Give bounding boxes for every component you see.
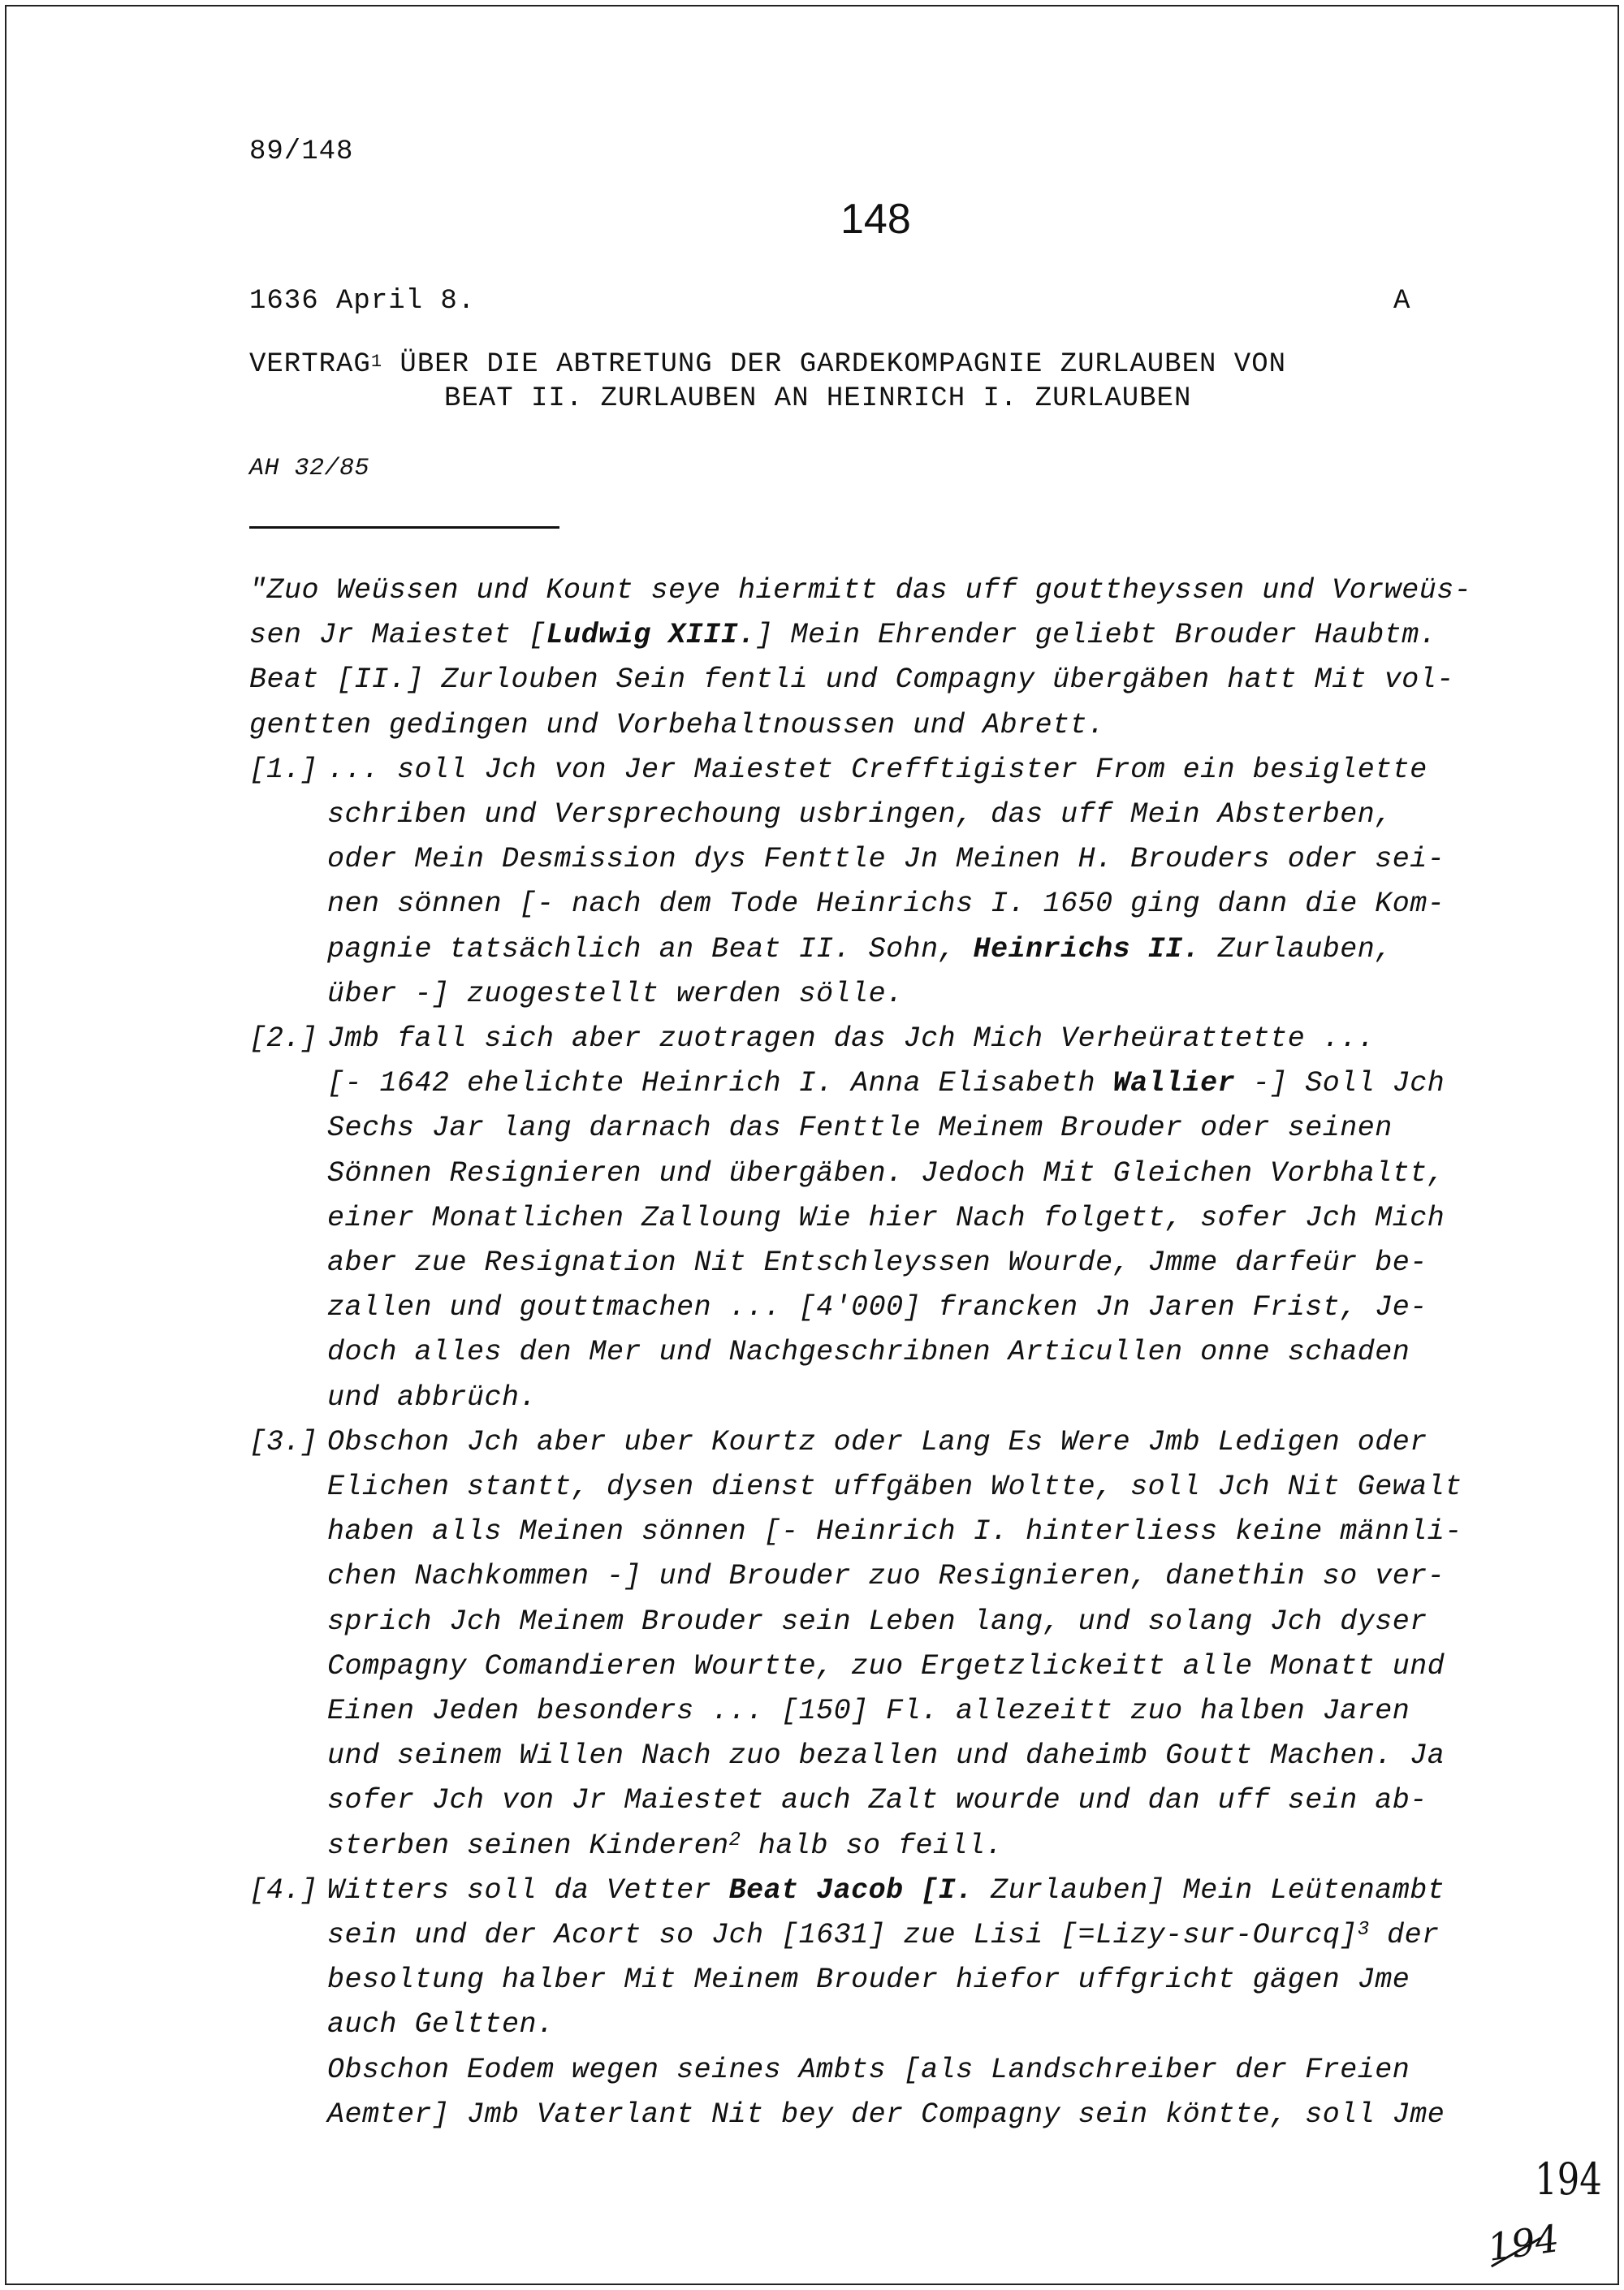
section-line: Jmb fall sich aber zuotragen das Jch Mich Verheürattette ... (327, 1022, 1376, 1055)
document-number: 148 (840, 196, 911, 243)
intro-line: Beat [II.] Zurlouben Sein fentli und Compagny übergäben hatt Mit vol- (249, 663, 1454, 697)
section-line: doch alles den Mer und Nachgeschribnen Articullen onne schaden (327, 1336, 1410, 1369)
section-line: sofer Jch von Jr Maiestet auch Zalt wourde und dan uff sein ab- (327, 1784, 1427, 1817)
section-line: Aemter] Jmb Vaterlant Nit bey der Compagny sein köntte, soll Jme (327, 2098, 1445, 2131)
line-segment: sterben seinen Kinderen (327, 1829, 729, 1862)
section-line: aber zue Resignation Nit Entschleyssen Wourde, Jmme darfeür be- (327, 1247, 1427, 1279)
section-marker: [2.] (249, 1022, 318, 1055)
handwritten-page-number: 194 (1535, 2154, 1602, 2205)
line-segment: der (1369, 1919, 1440, 1951)
section-line: nen sönnen [- nach dem Tode Heinrichs I. 1650 ging dann die Kom- (327, 888, 1445, 921)
section-line: einer Monatlichen Zalloung Wie hier Nach folgett, sofer Jch Mich (327, 1201, 1445, 1234)
intro-line: gentten gedingen und Vorbehaltnoussen und Abrett. (249, 708, 1105, 741)
intro-line: "Zuo Weüssen und Kount seye hiermitt das uff gouttheyssen und Vorweüs- (249, 574, 1472, 607)
section-marker: [3.] (249, 1425, 318, 1458)
section-line: Obschon Eodem wegen seines Ambts [als Landschreiber der Freien (327, 2053, 1410, 2086)
section-line: ... soll Jch von Jer Maiestet Crefftigister From ein besiglette (327, 753, 1427, 786)
section-line: zallen und gouttmachen ... [4'000] francken Jn Jaren Frist, Je- (327, 1291, 1427, 1324)
section-line: [- 1642 ehelichte Heinrich I. Anna Elisabeth Wallier -] Soll Jch (327, 1067, 1445, 1100)
section-line: oder Mein Desmission dys Fenttle Jn Meinen H. Brouders oder sei- (327, 843, 1445, 876)
section-line: Sönnen Resignieren und übergäben. Jedoch Mit Gleichen Vorbhaltt, (327, 1156, 1445, 1190)
section-line: besoltung halber Mit Meinem Brouder hiefor uffgricht gägen Jme (327, 1964, 1410, 1997)
document-date: 1636 April 8. (249, 286, 476, 317)
section-line: sprich Jch Meinem Brouder sein Leben lang, und solang Jch dyser (327, 1605, 1427, 1638)
section-line: pagnie tatsächlich an Beat II. Sohn, Heinrichs II. Zurlauben, (327, 932, 1393, 966)
section-line: und seinem Willen Nach zuo bezallen und daheimb Goutt Machen. Ja (327, 1739, 1445, 1773)
section-line: haben alls Meinen sönnen [- Heinrich I. hinterliess keine männli- (327, 1515, 1462, 1549)
section-line: über -] zuogestellt werden sölle. (327, 977, 904, 1010)
section-line (327, 1830, 1003, 1862)
section-line: Sechs Jar lang darnach das Fenttle Meinem Brouder oder seinen (327, 1112, 1393, 1145)
source-reference: AH 32/85 (249, 455, 370, 482)
handwritten-folio-number: 194 (1484, 2216, 1562, 2270)
section-line: Witters soll da Vetter Beat Jacob [I. Zurlauben] Mein Leütenambt (327, 1873, 1445, 1907)
line-segment: halb so feill. (741, 1829, 1004, 1862)
footnote-marker: 2 (728, 1829, 741, 1851)
section-line (327, 1919, 1440, 1951)
title-word: VERTRAG (249, 349, 371, 380)
section-line: Elichen stantt, dysen dienst uffgäben Woltte, soll Jch Nit Gewalt (327, 1471, 1462, 1503)
section-marker: [1.] (249, 753, 318, 786)
section-line: auch Geltten. (327, 2008, 555, 2042)
section-line: Compagny Comandieren Wourtte, zuo Ergetzlickeitt alle Monatt und (327, 1649, 1445, 1683)
title-rest: ÜBER DIE ABTRETUNG DER GARDEKOMPAGNIE ZURLAUBEN VON (382, 349, 1287, 380)
section-line: chen Nachkommen -] und Brouder zuo Resignieren, danethin so ver- (327, 1560, 1445, 1593)
footnote-marker: 3 (1357, 1919, 1370, 1941)
document-letter: A (1393, 286, 1411, 317)
section-line: schriben und Versprechoung usbringen, das uff Mein Absterben, (327, 798, 1393, 831)
section-marker: [4.] (249, 1873, 318, 1907)
title-footnote-marker: 1 (370, 352, 383, 372)
line-segment: sein und der Acort so Jch [1631] zue Lisi [=Lizy-sur-Ourcq] (327, 1919, 1358, 1951)
title-line-2: BEAT II. ZURLAUBEN AN HEINRICH I. ZURLAUBEN (444, 383, 1192, 414)
reference-number: 89/148 (249, 136, 354, 167)
intro-line: sen Jr Maiestet [Ludwig XIII.] Mein Ehrender geliebt Brouder Haubtm. (249, 619, 1437, 652)
section-line: und abbrüch. (327, 1380, 538, 1414)
section-line: Einen Jeden besonders ... [150] Fl. allezeitt zuo halben Jaren (327, 1695, 1410, 1727)
section-line: Obschon Jch aber uber Kourtz oder Lang Es Were Jmb Ledigen oder (327, 1425, 1427, 1458)
